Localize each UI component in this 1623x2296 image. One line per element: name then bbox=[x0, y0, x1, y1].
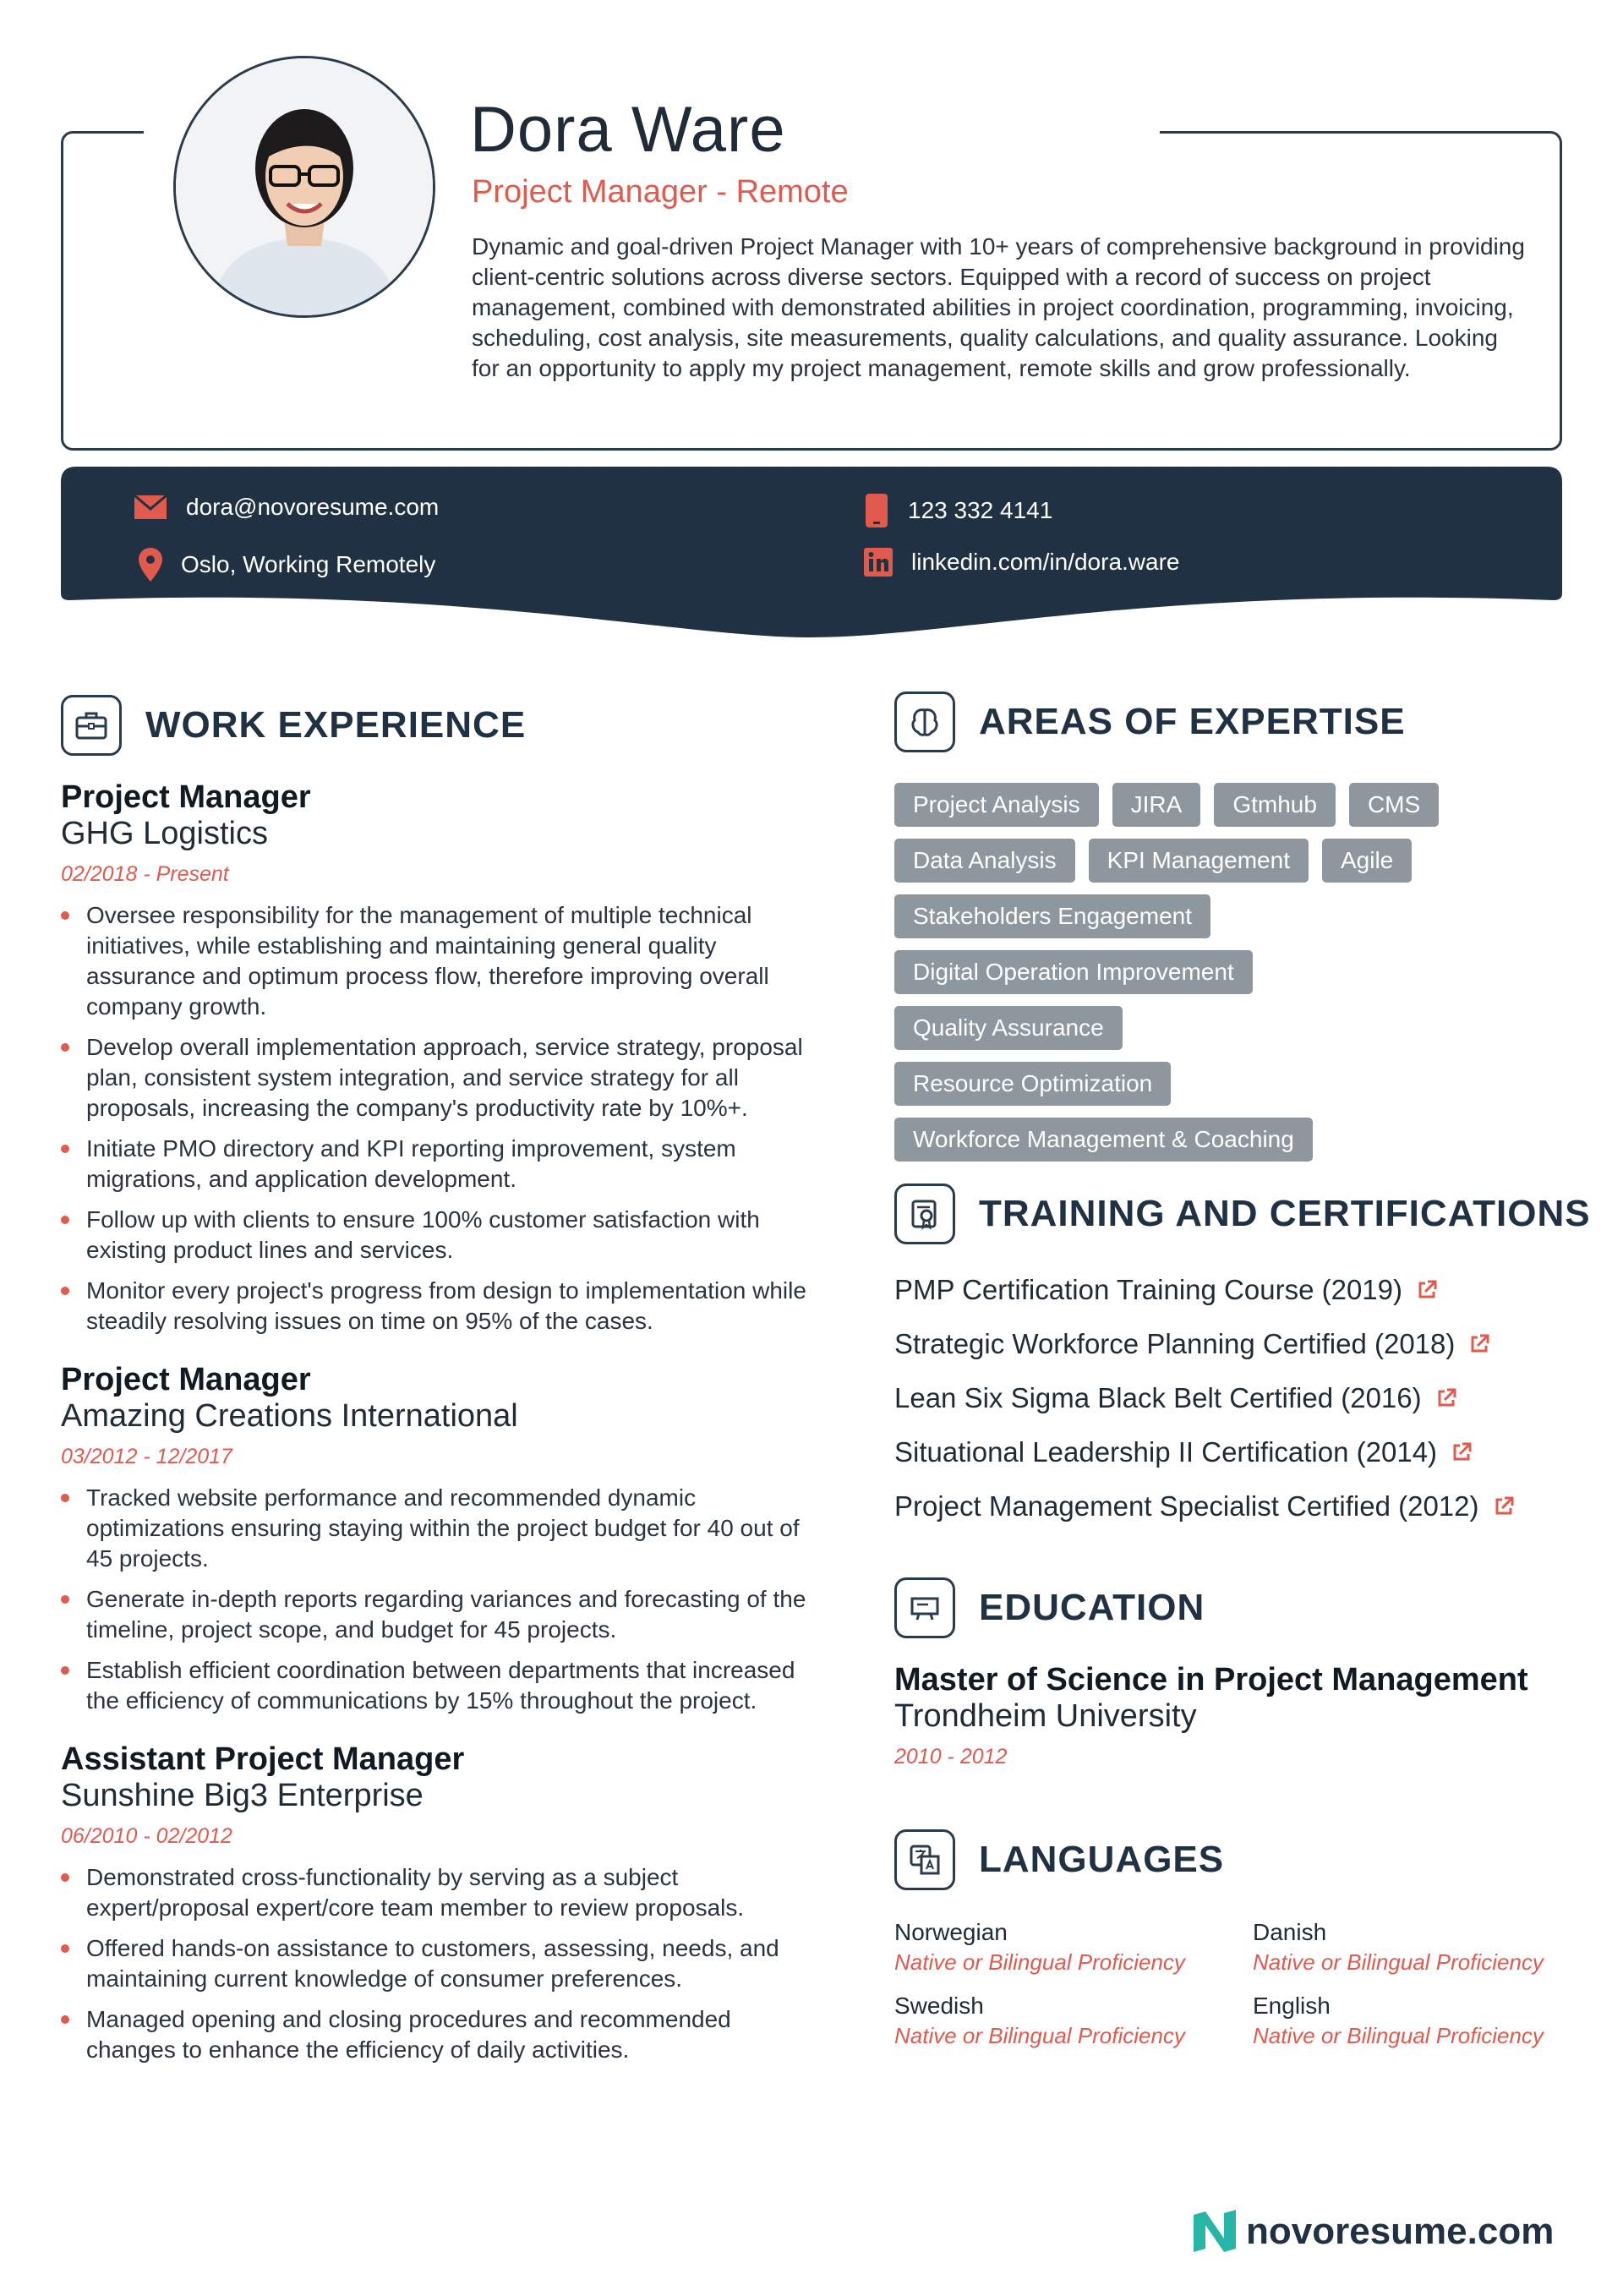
language-name: English bbox=[1253, 1993, 1331, 2019]
job-bullet: Generate in-depth reports regarding variances and forecasting of the timeline, project scope, and budget for 45 projects. bbox=[61, 1584, 822, 1645]
job-dates: 02/2018 - Present bbox=[61, 862, 229, 886]
job-dates: 03/2012 - 12/2017 bbox=[61, 1445, 232, 1468]
job-bullet: Develop overall implementation approach, service strategy, proposal plan, consistent system integration, and service strategy for all proposals, increasing the company's productivity rate by 10%+. bbox=[61, 1032, 822, 1123]
contact-linkedin[interactable] bbox=[864, 548, 1180, 577]
graduation-icon bbox=[894, 1577, 955, 1638]
school-name: Trondheim University bbox=[894, 1698, 1197, 1734]
expertise-heading bbox=[894, 692, 1406, 752]
certification-item[interactable] bbox=[894, 1371, 1515, 1425]
certification-item[interactable] bbox=[894, 1317, 1515, 1371]
expertise-tags bbox=[894, 783, 1503, 1162]
job-bullet: Monitor every project's progress from design to implementation while steadily resolving issues on time on 95% of the cases. bbox=[61, 1276, 822, 1337]
brain-icon bbox=[894, 692, 955, 752]
linkedin-text: linkedin.com/in/dora.ware bbox=[911, 549, 1180, 575]
skill-tag: Gtmhub bbox=[1214, 783, 1336, 827]
skill-tag: Project Analysis bbox=[894, 783, 1099, 827]
job-entry bbox=[61, 1741, 822, 2065]
job-title: Assistant Project Manager bbox=[61, 1741, 465, 1777]
job-entry bbox=[61, 779, 822, 1337]
job-company: GHG Logistics bbox=[61, 816, 268, 851]
linkedin-icon bbox=[864, 548, 893, 577]
briefcase-icon bbox=[61, 695, 122, 756]
certificate-icon bbox=[894, 1184, 955, 1244]
job-bullet: Offered hands-on assistance to customers, assessing, needs, and maintaining current knowledge of consumer preferences. bbox=[61, 1933, 822, 1994]
external-link-icon bbox=[1468, 1333, 1490, 1355]
language-item bbox=[1253, 1919, 1571, 1976]
certification-item[interactable] bbox=[894, 1479, 1515, 1533]
degree-title: Master of Science in Project Management bbox=[894, 1662, 1528, 1697]
language-name: Swedish bbox=[894, 1993, 984, 2019]
language-name: Norwegian bbox=[894, 1919, 1008, 1945]
languages-list bbox=[894, 1919, 1571, 2049]
job-bullets bbox=[61, 1862, 822, 2065]
job-dates: 06/2010 - 02/2012 bbox=[61, 1824, 232, 1848]
job-bullet: Oversee responsibility for the management of multiple technical initiatives, while establishing and maintaining general quality assurance and optimum process flow, therefore improving overall company growth. bbox=[61, 900, 822, 1022]
external-link-icon bbox=[1451, 1441, 1473, 1463]
external-link-icon bbox=[1416, 1279, 1438, 1301]
skill-tag: JIRA bbox=[1112, 783, 1201, 827]
brand-text: novoresume.com bbox=[1246, 2211, 1555, 2252]
job-bullets bbox=[61, 900, 822, 1337]
skill-tag: Quality Assurance bbox=[894, 1006, 1123, 1050]
language-level: Native or Bilingual Proficiency bbox=[1253, 1949, 1544, 1975]
job-bullet: Initiate PMO directory and KPI reporting improvement, system migrations, and application development. bbox=[61, 1134, 822, 1194]
job-bullets bbox=[61, 1483, 822, 1716]
job-company: Amazing Creations International bbox=[61, 1398, 518, 1434]
languages-title: LANGUAGES bbox=[979, 1839, 1225, 1880]
email-icon bbox=[134, 495, 167, 520]
brand-logo[interactable] bbox=[1190, 2210, 1554, 2254]
job-entry bbox=[61, 1362, 822, 1716]
certification-text: Lean Six Sigma Black Belt Certified (2016) bbox=[894, 1382, 1422, 1413]
job-company: Sunshine Big3 Enterprise bbox=[61, 1778, 424, 1813]
education-title: EDUCATION bbox=[979, 1587, 1205, 1628]
certification-list bbox=[894, 1263, 1515, 1533]
contact-phone[interactable] bbox=[864, 494, 1052, 528]
language-level: Native or Bilingual Proficiency bbox=[894, 1949, 1185, 1975]
work-experience-heading bbox=[61, 695, 526, 756]
job-bullet: Demonstrated cross-functionality by serving as a subject expert/proposal expert/core team member to review proposals. bbox=[61, 1862, 822, 1923]
language-item bbox=[894, 1993, 1253, 2049]
external-link-icon bbox=[1493, 1495, 1515, 1517]
certification-text: Project Management Specialist Certified (2012) bbox=[894, 1490, 1479, 1522]
location-text: Oslo, Working Remotely bbox=[181, 551, 436, 577]
certification-text: PMP Certification Training Course (2019) bbox=[894, 1274, 1402, 1305]
job-bullet: Tracked website performance and recommended dynamic optimizations ensuring staying within the project budget for 40 out of 45 projects. bbox=[61, 1483, 822, 1574]
work-experience-title: WORK EXPERIENCE bbox=[145, 704, 527, 746]
email-text: dora@novoresume.com bbox=[186, 494, 440, 520]
job-title: Project Manager bbox=[61, 779, 311, 815]
training-title: TRAINING AND CERTIFICATIONS bbox=[979, 1193, 1591, 1234]
skill-tag: Agile bbox=[1322, 839, 1412, 883]
skill-tag: Stakeholders Engagement bbox=[894, 894, 1210, 938]
training-heading bbox=[894, 1184, 1591, 1244]
location-pin-icon bbox=[139, 548, 162, 582]
skill-tag: Data Analysis bbox=[894, 839, 1075, 883]
skill-tag: CMS bbox=[1349, 783, 1439, 827]
certification-item[interactable] bbox=[894, 1425, 1515, 1479]
skill-tag: KPI Management bbox=[1089, 839, 1309, 883]
job-title: Project Manager bbox=[61, 1362, 311, 1397]
education-entry bbox=[894, 1662, 1528, 1769]
job-bullet: Managed opening and closing procedures and recommended changes to enhance the efficiency of daily activities. bbox=[61, 2004, 822, 2065]
certification-item[interactable] bbox=[894, 1263, 1515, 1317]
language-item bbox=[1253, 1993, 1571, 2049]
novoresume-logo-icon bbox=[1190, 2210, 1239, 2254]
expertise-title: AREAS OF EXPERTISE bbox=[979, 701, 1406, 742]
candidate-name: Dora Ware bbox=[470, 94, 786, 166]
skill-tag: Resource Optimization bbox=[894, 1062, 1171, 1106]
phone-text: 123 332 4141 bbox=[908, 497, 1053, 523]
job-bullet: Establish efficient coordination between departments that increased the efficiency of communications by 15% throughout the project. bbox=[61, 1655, 822, 1716]
education-heading bbox=[894, 1577, 1205, 1638]
skill-tag: Digital Operation Improvement bbox=[894, 950, 1253, 994]
language-name: Danish bbox=[1253, 1919, 1327, 1945]
phone-icon bbox=[864, 494, 889, 528]
external-link-icon bbox=[1435, 1387, 1457, 1409]
translate-icon bbox=[894, 1829, 955, 1890]
profile-photo bbox=[173, 56, 435, 318]
language-level: Native or Bilingual Proficiency bbox=[894, 2023, 1185, 2048]
language-level: Native or Bilingual Proficiency bbox=[1253, 2023, 1544, 2048]
skill-tag: Workforce Management & Coaching bbox=[894, 1118, 1313, 1162]
certification-text: Situational Leadership II Certification (2014) bbox=[894, 1436, 1438, 1468]
education-dates: 2010 - 2012 bbox=[894, 1745, 1008, 1768]
contact-location bbox=[139, 548, 435, 582]
profile-summary: Dynamic and goal-driven Project Manager with 10+ years of comprehensive background in providing client-centric solutions across diverse sectors. Equipped with a record of success on project management, combined with demonstrated abilities in project coordination, programming, invoicing, scheduling, cost analysis, site measurements, quality calculations, and quality assurance. Looking for an opportunity to apply my project management, remote skills and grow professionally. bbox=[472, 233, 1525, 381]
candidate-role: Project Manager - Remote bbox=[472, 174, 849, 210]
job-bullet: Follow up with clients to ensure 100% customer satisfaction with existing product lines and services. bbox=[61, 1205, 822, 1266]
language-item bbox=[894, 1919, 1253, 1976]
work-experience-list bbox=[61, 779, 822, 2075]
languages-heading bbox=[894, 1829, 1224, 1890]
certification-text: Strategic Workforce Planning Certified (2018) bbox=[894, 1328, 1456, 1359]
contact-email[interactable] bbox=[134, 494, 439, 521]
